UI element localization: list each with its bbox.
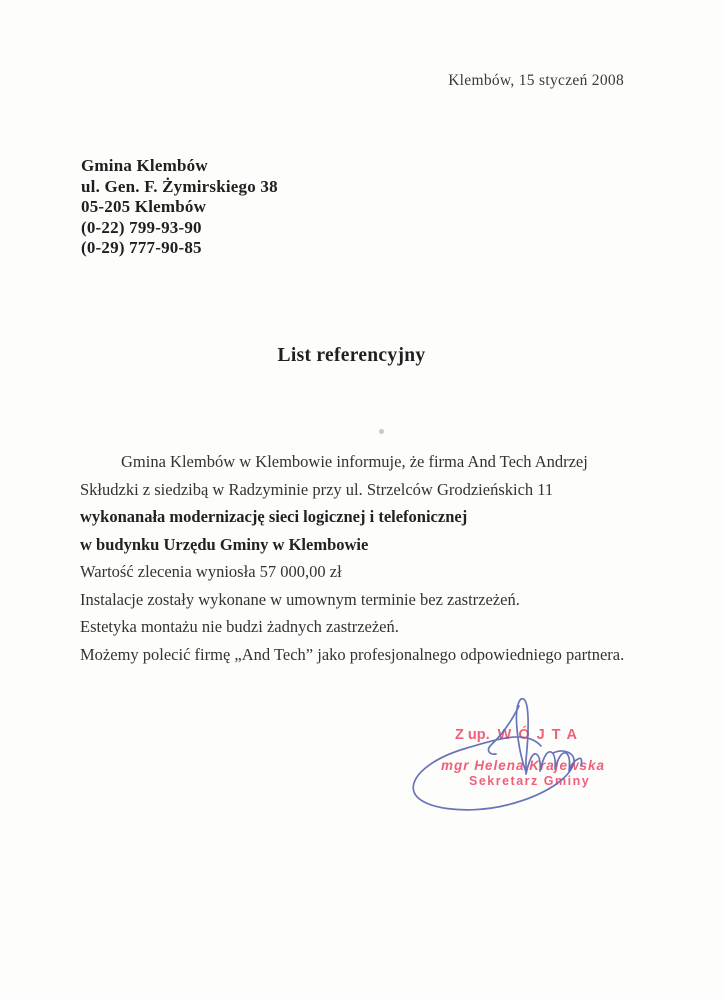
body-line: Estetyka montażu nie budzi żadnych zastrzeżeń. (80, 617, 399, 636)
stamp-signer-name: mgr Helena Krajewska (441, 758, 606, 773)
stamp-signer-role: Sekretarz Gminy (469, 774, 591, 788)
stamp-z-up: Z up. (455, 727, 490, 743)
letter-body (80, 450, 690, 670)
body-line: Wartość zlecenia wyniosła 57 000,00 zł (80, 562, 342, 581)
letter-date-line: Klembów, 15 styczeń 2008 (448, 72, 624, 89)
body-line: Możemy polecić firmę „And Tech” jako profesjonalnego odpowiedniego partnera. (80, 644, 625, 664)
body-line: Skłudzki z siedzibą w Radzyminie przy ul. Strzelców Grodzieńskich 11 (80, 479, 554, 499)
body-line: Instalacje zostały wykonane w umownym terminie bez zastrzeżeń. (80, 589, 520, 609)
sender-phone-1: (0-22) 799-93-90 (81, 217, 202, 237)
letter-title: List referencyjny (277, 345, 426, 366)
sender-street: ul. Gen. F. Żymirskiego 38 (81, 176, 278, 196)
signature-strokes (413, 699, 581, 810)
sender-name: Gmina Klembów (81, 156, 208, 175)
handwritten-signature-ink (405, 688, 605, 828)
body-line: w budynku Urzędu Gminy w Klembowie (80, 534, 369, 554)
body-line: wykonanała modernizację sieci logicznej i telefonicznej (80, 507, 468, 526)
stamp-office-title: WÓJTA (497, 727, 584, 743)
sender-address-block (81, 156, 278, 259)
sender-city: 05-205 Klembów (81, 197, 207, 217)
sender-phone-2: (0-29) 777-90-85 (81, 238, 202, 258)
body-line: Gmina Klembów w Klembowie informuje, że firma And Tech Andrzej (121, 452, 588, 471)
scan-artifact-speck (379, 429, 384, 434)
